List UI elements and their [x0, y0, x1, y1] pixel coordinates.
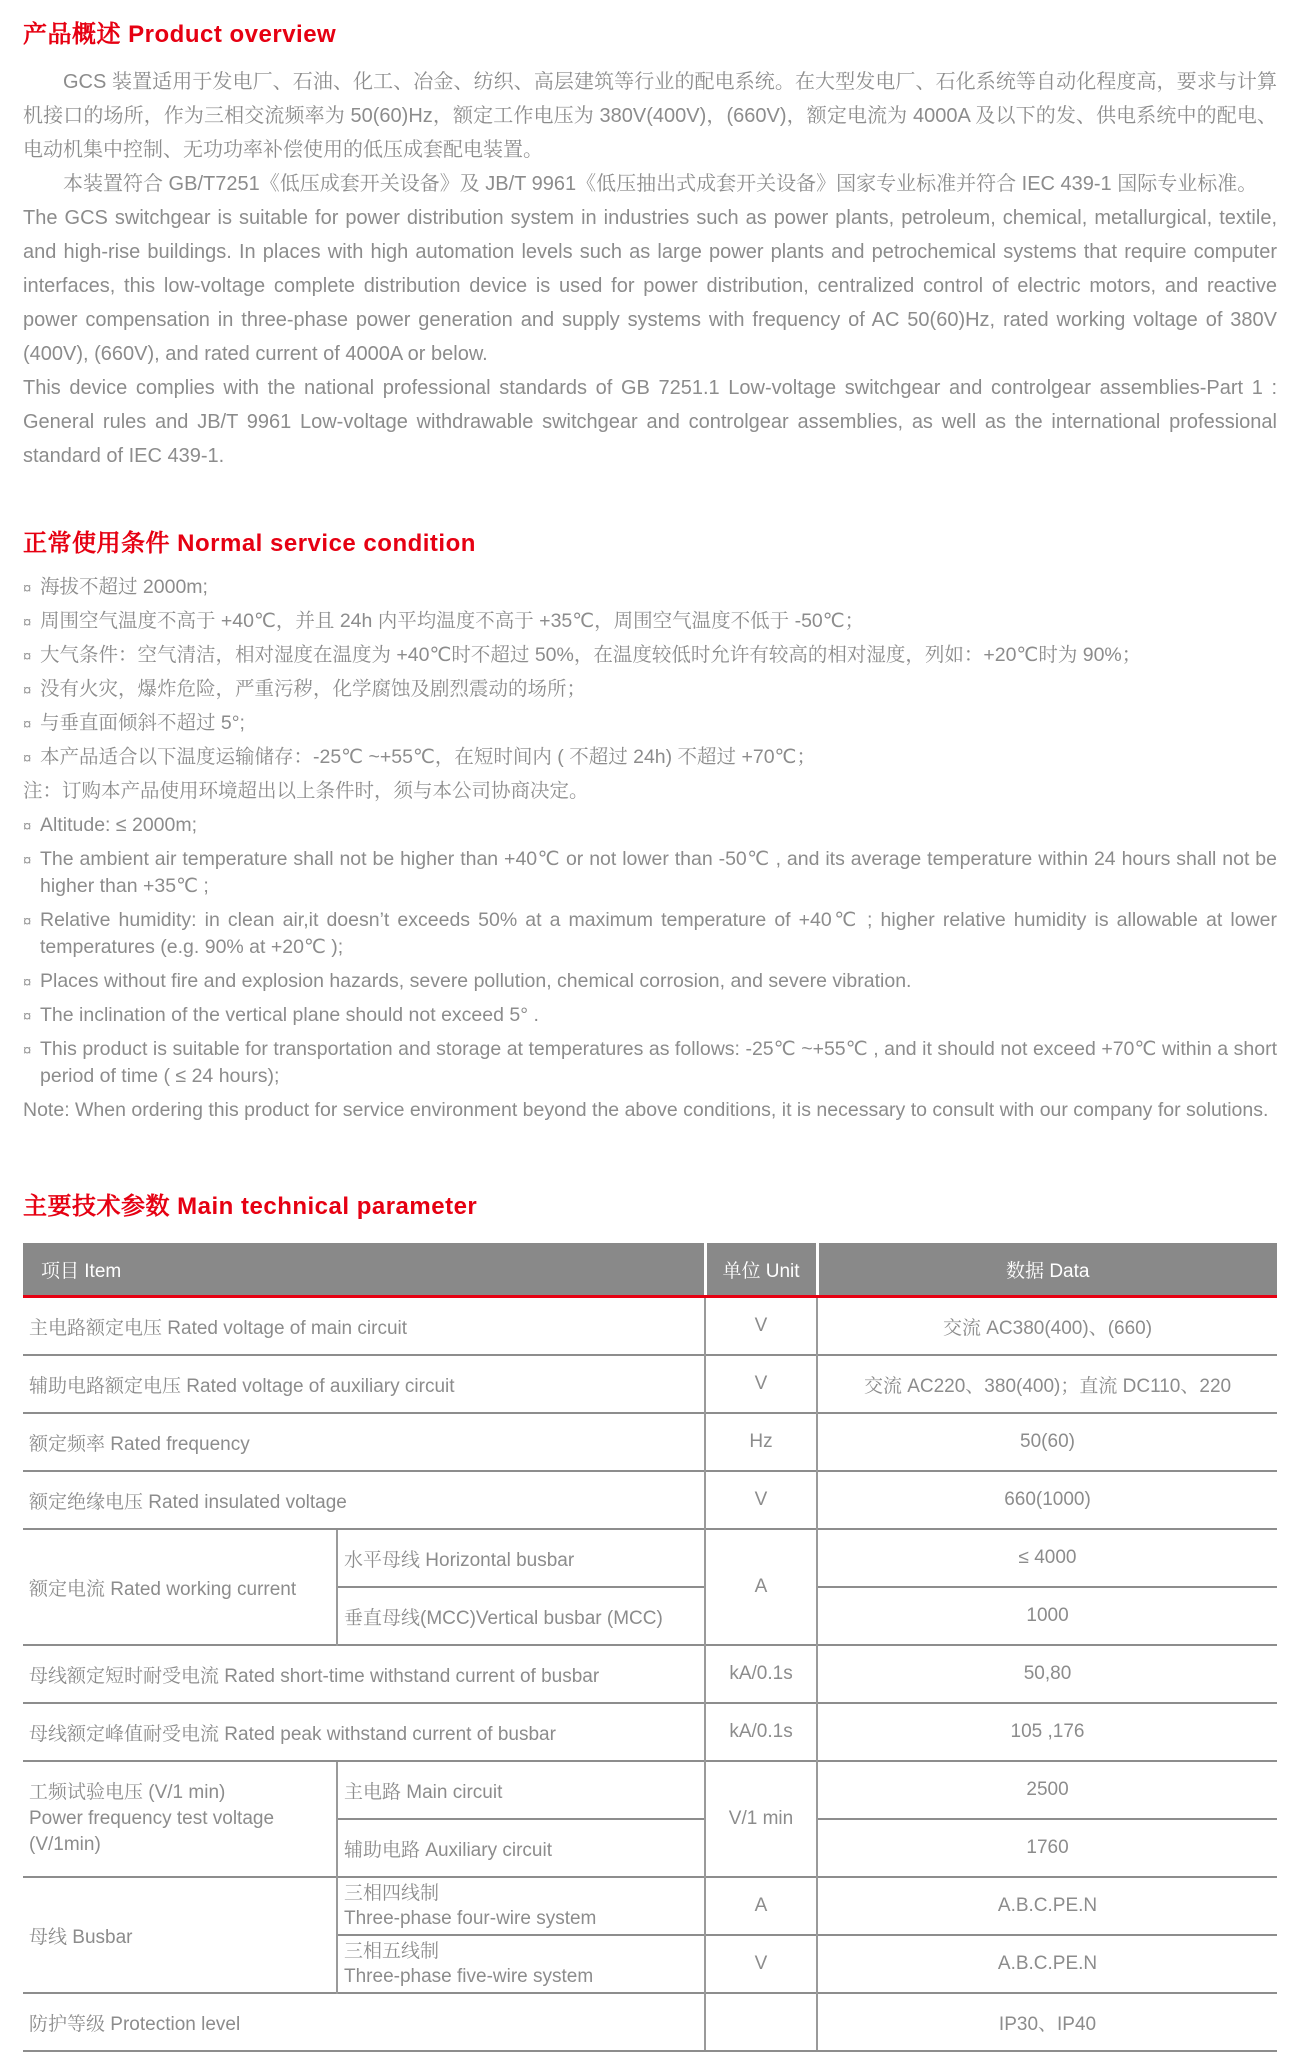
- condition-text: Altitude: ≤ 2000m;: [40, 814, 198, 836]
- cell-item: 主电路额定电压 Rated voltage of main circuit: [23, 1297, 705, 1356]
- cell-unit: kA/0.1s: [705, 1703, 817, 1761]
- cell-unit: kA/0.1s: [705, 1645, 817, 1703]
- overview-paragraph-en-1: The GCS switchgear is suitable for power distribution system in industries such as power plants, petroleum, chemical, metallurgical, textile, and high-rise buildings. In places with high automation levels such as large power plants and petrochemical systems that require computer interfaces, this low-voltage complete distribution device is used for power distribution, centralized control of electric motors, and reactive power compensation in three-phase power generation and supply systems with frequency of AC 50(60)Hz, rated working voltage of 380V (400V), (660V), and rated current of 4000A or below.: [23, 207, 1277, 365]
- cell-item: 辅助电路额定电压 Rated voltage of auxiliary circuit: [23, 1355, 705, 1413]
- section-main-technical-parameter: [23, 1186, 1277, 2052]
- cell-unit: A: [705, 1529, 817, 1645]
- condition-item: [23, 710, 1277, 737]
- currency-bullet-icon: ¤: [23, 682, 32, 699]
- cell-sub-item: 垂直母线(MCC)Vertical busbar (MCC): [337, 1587, 705, 1645]
- cell-sub-line: 三相四线制: [344, 1883, 440, 1904]
- cell-data: 2500: [817, 1761, 1277, 1819]
- table-row: [23, 1703, 1277, 1761]
- cell-data: IP30、IP40: [817, 1993, 1277, 2051]
- condition-text: The ambient air temperature shall not be higher than +40℃ or not lower than -50℃ , and its average temperature within 24 hours shall not be higher than +35℃ ;: [40, 848, 1277, 897]
- cell-item-line: (V/1min): [29, 1834, 101, 1855]
- cell-item: 额定绝缘电压 Rated insulated voltage: [23, 1471, 705, 1529]
- technical-parameter-table: [23, 1243, 1277, 2052]
- cell-sub-item: [337, 1935, 705, 1993]
- cell-item: 母线 Busbar: [23, 1877, 337, 1993]
- currency-bullet-icon: ¤: [23, 913, 32, 930]
- condition-text: 本产品适合以下温度运输储存：-25℃ ~+55℃，在短时间内 ( 不超过 24h) 不超过 +70℃；: [40, 746, 816, 768]
- cell-item: 母线额定峰值耐受电流 Rated peak withstand current of busbar: [23, 1703, 705, 1761]
- condition-text: Places without fire and explosion hazards, severe pollution, chemical corrosion, and severe vibration.: [40, 970, 912, 992]
- table-row: [23, 1529, 1277, 1587]
- cell-sub-item: [337, 1877, 705, 1935]
- condition-text: 没有火灾，爆炸危险，严重污秽，化学腐蚀及剧烈震动的场所；: [40, 678, 587, 700]
- cell-unit: [705, 1993, 817, 2051]
- condition-item: [23, 574, 1277, 601]
- cell-data: A.B.C.PE.N: [817, 1935, 1277, 1993]
- cell-sub-line: Three-phase four-wire system: [344, 1908, 597, 1929]
- cell-unit: A: [705, 1877, 817, 1935]
- condition-item: [23, 907, 1277, 961]
- cell-item-line: Power frequency test voltage: [29, 1808, 275, 1829]
- condition-item: [23, 846, 1277, 900]
- table-row: [23, 1297, 1277, 1356]
- condition-text: The inclination of the vertical plane should not exceed 5° .: [40, 1004, 539, 1026]
- cell-sub-item: 主电路 Main circuit: [337, 1761, 705, 1819]
- condition-item: [23, 642, 1277, 669]
- section-product-overview: [23, 14, 1277, 473]
- cell-data: 105 ,176: [817, 1703, 1277, 1761]
- condition-text: 海拔不超过 2000m;: [40, 576, 208, 598]
- cell-unit: V: [705, 1355, 817, 1413]
- cell-item: 防护等级 Protection level: [23, 1993, 705, 2051]
- column-header-data: 数据 Data: [817, 1243, 1277, 1297]
- condition-item: [23, 676, 1277, 703]
- service-condition-heading: 正常使用条件 Normal service condition: [23, 530, 476, 557]
- currency-bullet-icon: ¤: [23, 1008, 32, 1025]
- currency-bullet-icon: ¤: [23, 852, 32, 869]
- table-row: [23, 1877, 1277, 1935]
- cell-sub-line: 三相五线制: [344, 1941, 440, 1962]
- cell-item-line: 工频试验电压 (V/1 min): [29, 1782, 226, 1803]
- cell-data: 660(1000): [817, 1471, 1277, 1529]
- cell-data: 50,80: [817, 1645, 1277, 1703]
- cell-sub-item: 水平母线 Horizontal busbar: [337, 1529, 705, 1587]
- cell-unit: V: [705, 1297, 817, 1356]
- condition-text: Note: When ordering this product for service environment beyond the above conditions, it is necessary to consult with our company for solutions.: [23, 1099, 1269, 1121]
- cell-data: A.B.C.PE.N: [817, 1877, 1277, 1935]
- condition-item: [23, 1036, 1277, 1090]
- table-row: [23, 1645, 1277, 1703]
- cell-sub-line: Three-phase five-wire system: [344, 1966, 594, 1987]
- currency-bullet-icon: ¤: [23, 750, 32, 767]
- cell-data: 1760: [817, 1819, 1277, 1877]
- currency-bullet-icon: ¤: [23, 974, 32, 991]
- cell-unit: V: [705, 1935, 817, 1993]
- condition-item: [23, 968, 1277, 995]
- condition-text: 周围空气温度不高于 +40℃，并且 24h 内平均温度不高于 +35℃，周围空气温度不低于 -50℃；: [40, 610, 865, 632]
- condition-item: [23, 1002, 1277, 1029]
- cell-data: 50(60): [817, 1413, 1277, 1471]
- table-row: [23, 1761, 1277, 1819]
- condition-note-en: [23, 1097, 1277, 1124]
- table-header-row: [23, 1243, 1277, 1297]
- table-row: [23, 1413, 1277, 1471]
- cell-item: 额定电流 Rated working current: [23, 1529, 337, 1645]
- cell-sub-item: 辅助电路 Auxiliary circuit: [337, 1819, 705, 1877]
- currency-bullet-icon: ¤: [23, 1042, 32, 1059]
- currency-bullet-icon: ¤: [23, 818, 32, 835]
- condition-text: 注：订购本产品使用环境超出以上条件时，须与本公司协商决定。: [23, 780, 589, 802]
- overview-paragraph-en-2: This device complies with the national professional standards of GB 7251.1 Low-voltage switchgear and controlgear assemblies-Part 1 : General rules and JB/T 9961 Low-voltage withdrawable switchgear and controlgear assemblies, as well as the international professional standard of IEC 439-1.: [23, 377, 1277, 467]
- cell-data: ≤ 4000: [817, 1529, 1277, 1587]
- table-row: [23, 1471, 1277, 1529]
- cell-item: 母线额定短时耐受电流 Rated short-time withstand current of busbar: [23, 1645, 705, 1703]
- cell-data: 1000: [817, 1587, 1277, 1645]
- service-condition-list: [23, 574, 1277, 1124]
- condition-text: 大气条件：空气清洁，相对湿度在温度为 +40℃时不超过 50%，在温度较低时允许有较高的相对湿度，列如：+20℃时为 90%；: [40, 644, 1142, 666]
- column-header-unit: 单位 Unit: [705, 1243, 817, 1297]
- currency-bullet-icon: ¤: [23, 614, 32, 631]
- cell-unit: V: [705, 1471, 817, 1529]
- condition-text: This product is suitable for transportation and storage at temperatures as follows: -25℃ ~+55℃ , and it should not exceed +70℃ within a short period of time ( ≤ 24 hours);: [40, 1038, 1277, 1087]
- column-header-item: 项目 Item: [23, 1243, 705, 1297]
- product-overview-heading: 产品概述 Product overview: [23, 21, 337, 48]
- currency-bullet-icon: ¤: [23, 580, 32, 597]
- cell-unit: V/1 min: [705, 1761, 817, 1877]
- currency-bullet-icon: ¤: [23, 716, 32, 733]
- condition-text: Relative humidity: in clean air,it doesn’t exceeds 50% at a maximum temperature of +40℃ ; higher relative humidity is allowable at lower temperatures (e.g. 90% at +20℃ );: [40, 909, 1277, 958]
- condition-item: [23, 744, 1277, 771]
- condition-text: 与垂直面倾斜不超过 5°;: [40, 712, 245, 734]
- cell-item: [23, 1761, 337, 1877]
- currency-bullet-icon: ¤: [23, 648, 32, 665]
- cell-data: 交流 AC220、380(400)；直流 DC110、220: [817, 1355, 1277, 1413]
- cell-unit: Hz: [705, 1413, 817, 1471]
- overview-paragraph-zh-2: 本装置符合 GB/T7251《低压成套开关设备》及 JB/T 9961《低压抽出式成套开关设备》国家专业标准并符合 IEC 439-1 国际专业标准。: [63, 173, 1258, 195]
- cell-item: 额定频率 Rated frequency: [23, 1413, 705, 1471]
- section-normal-service-condition: [23, 523, 1277, 1124]
- cell-data: 交流 AC380(400)、(660): [817, 1297, 1277, 1356]
- condition-item: [23, 608, 1277, 635]
- table-row: [23, 1355, 1277, 1413]
- condition-item: [23, 812, 1277, 839]
- technical-parameter-heading: 主要技术参数 Main technical parameter: [23, 1193, 478, 1220]
- condition-note-zh: [23, 778, 1277, 805]
- table-row: [23, 1993, 1277, 2051]
- overview-paragraph-zh-1: GCS 装置适用于发电厂、石油、化工、冶金、纺织、高层建筑等行业的配电系统。在大型发电厂、石化系统等自动化程度高，要求与计算机接口的场所，作为三相交流频率为 50(60)Hz，额定工作电压为 380V(400V)，(660V)，额定电流为 4000A 及以下的发、供电系统中的配电、电动机集中控制、无功功率补偿使用的低压成套配电装置。: [23, 71, 1277, 161]
